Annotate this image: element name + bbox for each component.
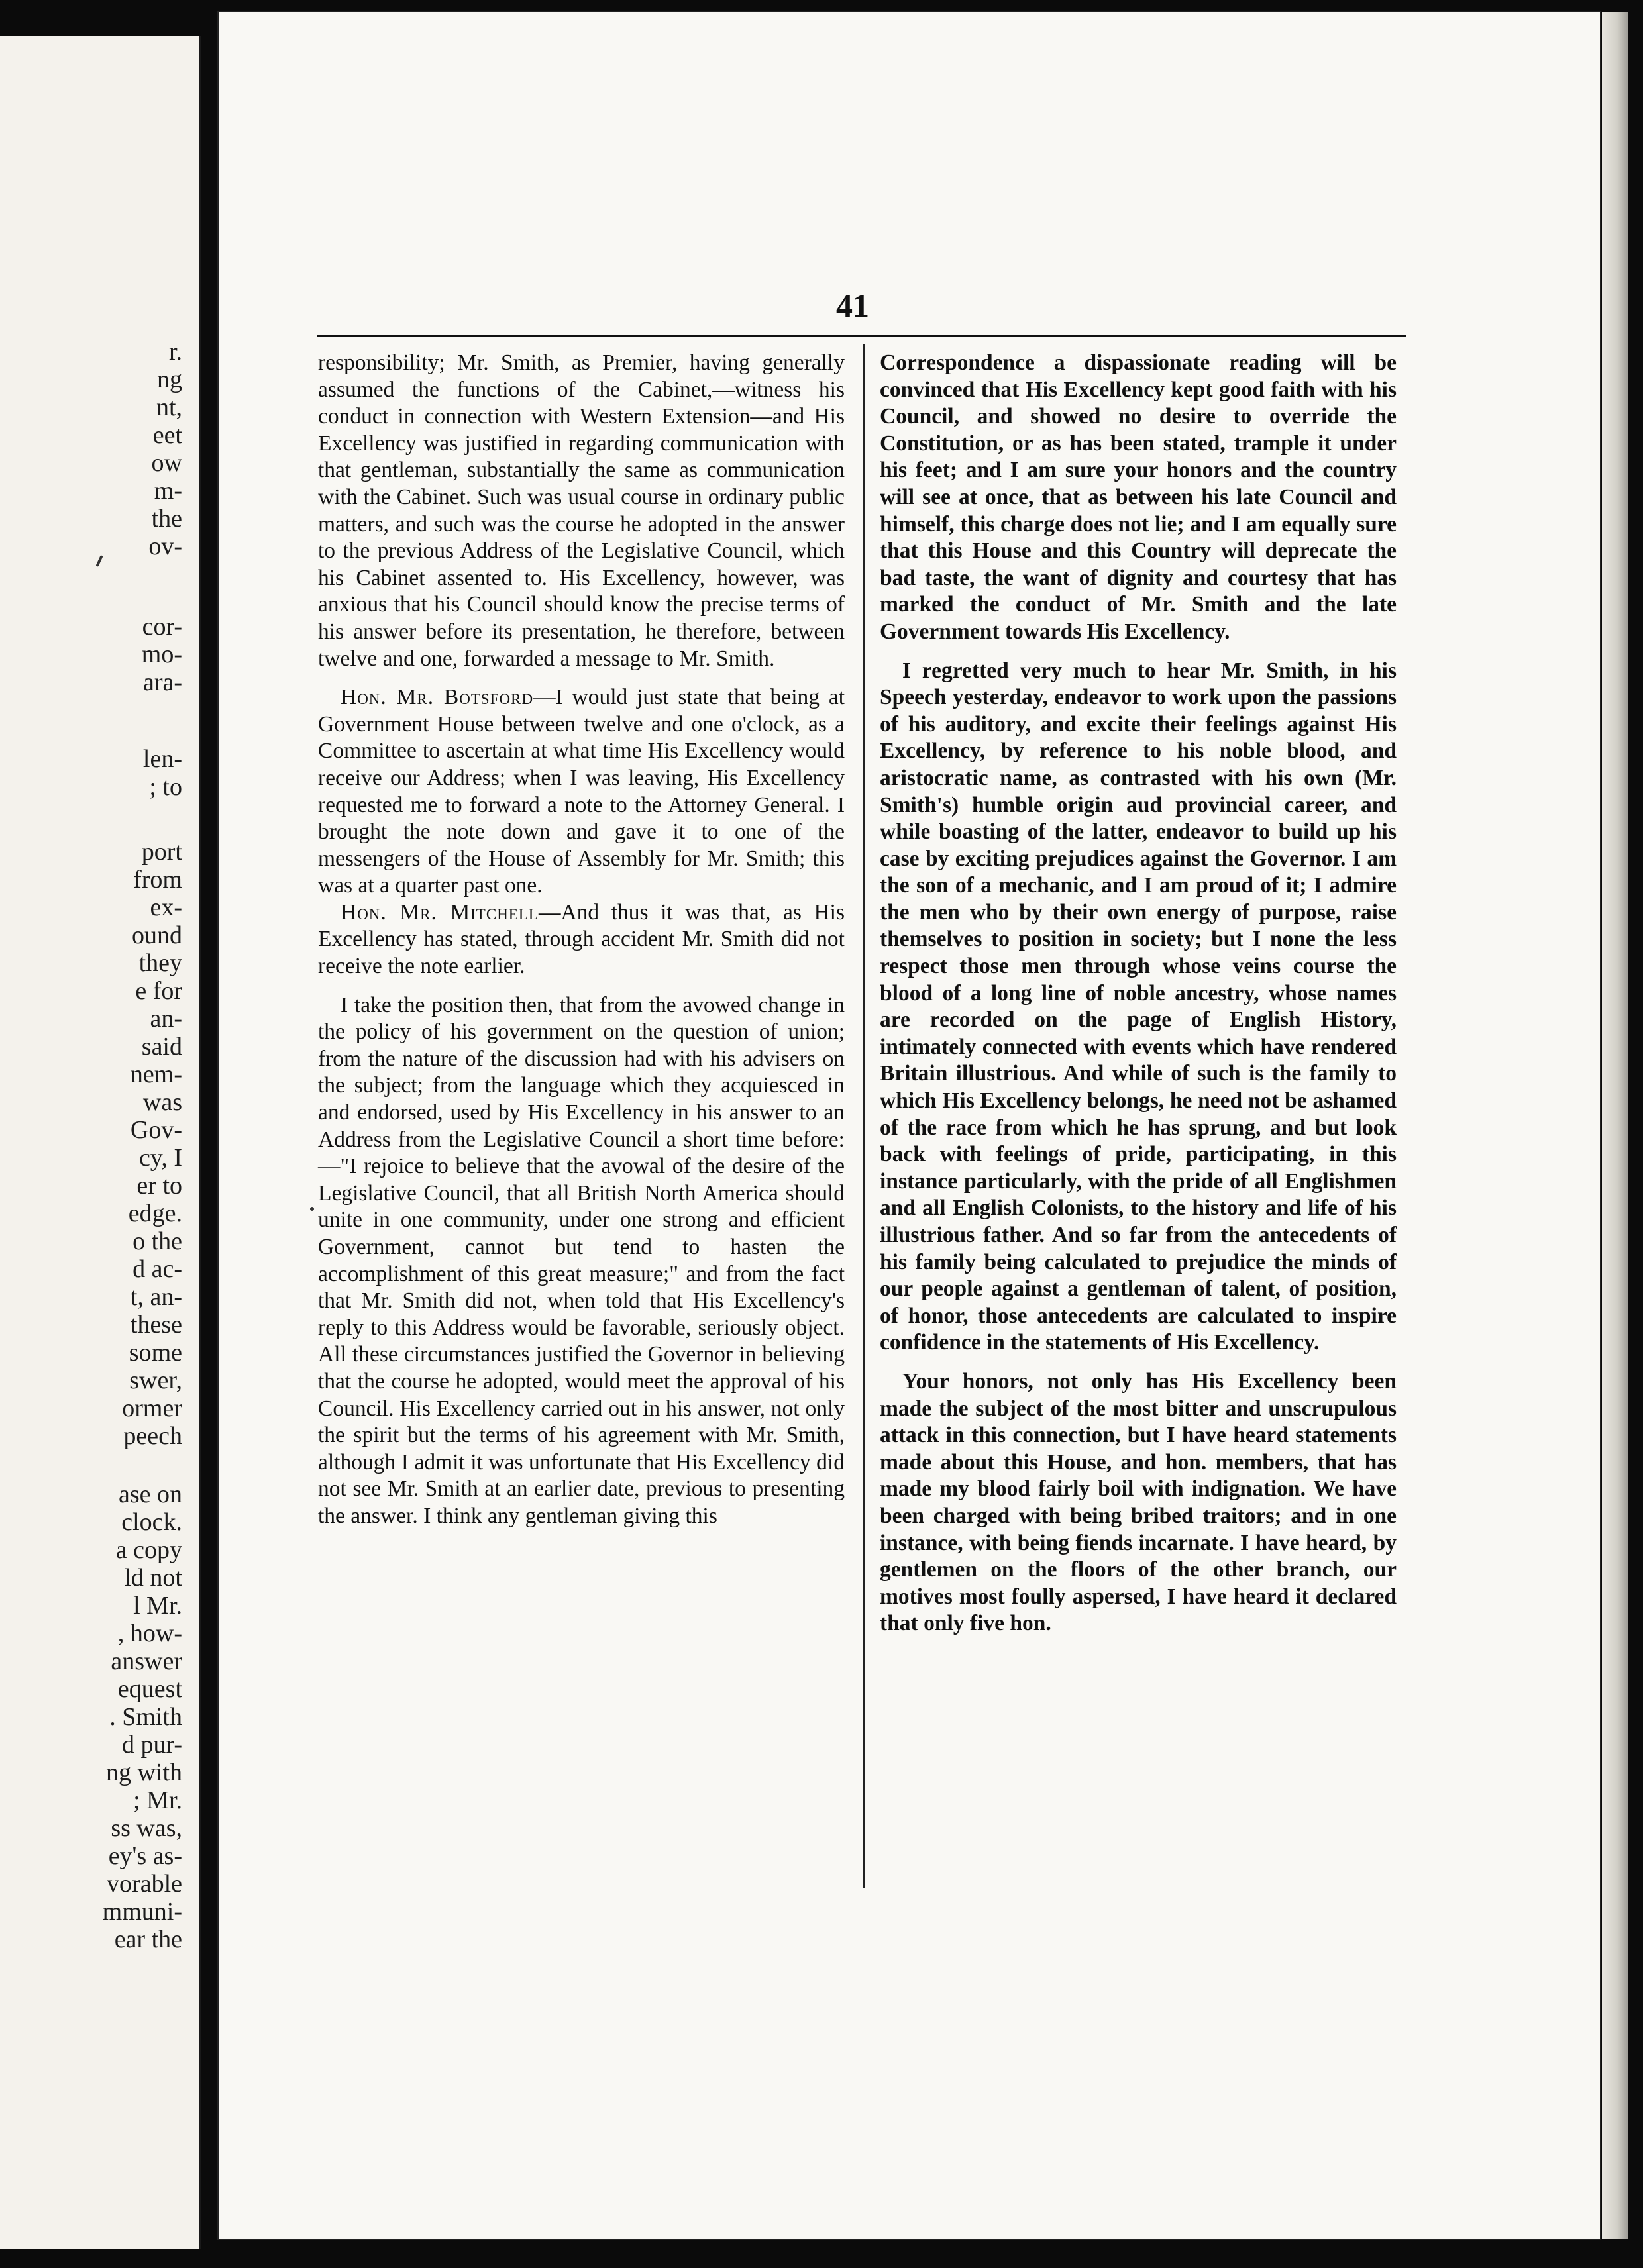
fragment-line: vorable — [107, 1870, 182, 1898]
paragraph: responsibility; Mr. Smith, as Premier, having generally assumed the functions of the Cabinet,—witness his conduct in connection with Western Extension—and His Excellency was justified in regarding communication with that gentleman, substantially the same as communication with the Cabinet. Such was usual course in ordinary public matters, and such was the course he adopted in the answer to the previous Address of the Legislative Council, which his Cabinet assented to. His Excellency, however, was anxious that his Council should know the precise terms of his answer before its presentation, he therefore, between twelve and one, forwarded a message to Mr. Smith. — [318, 350, 845, 671]
fragment-line: from — [133, 866, 182, 894]
fragment-line: the — [151, 505, 182, 533]
fragment-line: cy, I — [138, 1144, 182, 1172]
fragment-line: said — [141, 1033, 182, 1060]
fragment-line: ng — [157, 366, 182, 393]
fragment-line: Gov- — [130, 1116, 182, 1144]
fragment-line: ear the — [114, 1926, 182, 1953]
left-column — [318, 350, 845, 1530]
fragment-line: ss was, — [111, 1814, 182, 1842]
fragment-line: ; to — [149, 773, 182, 801]
paragraph: Correspondence a dispassionate reading will be convinced that His Excellency kept good faith with his Council, and showed no desire to override the Constitution, or as has been stated, trample it under his feet; and I am sure your honors and the country will see at once, that as between his late Council and himself, this charge does not lie; and I am equally sure that this House and this Country will deprecate the bad taste, the want of dignity and courtesy that has marked the conduct of Mr. Smith and the late Government towards His Excellency. — [880, 350, 1397, 644]
fragment-line: clock. — [121, 1508, 182, 1536]
fragment-line: peech — [123, 1422, 182, 1450]
fragment-line: mmuni- — [102, 1898, 182, 1926]
speaker-name: Hon. Mr. Mitchell — [341, 900, 539, 925]
fragment-line: r. — [168, 338, 182, 366]
fragment-line: er to — [136, 1172, 182, 1200]
paragraph-text: —And thus it was that, as His Excellency has stated, through accident Mr. Smith did not receive the note earlier. — [318, 900, 845, 979]
fragment-line: cor- — [142, 613, 182, 641]
fragment-line: ; Mr. — [133, 1786, 182, 1814]
fragment-line: d ac- — [132, 1255, 182, 1283]
paragraph-text: —I would just state that being at Government House between twelve and one o'clock, as a Committee to ascertain at what time His Excellency would receive our Address; when I was leaving, His Excellency requested me to forward a note to the Attorney General. I brought the note down and gave it to one of the messengers of the House of Assembly for Mr. Smith; this was at a quarter past one. — [318, 685, 845, 898]
fragment-line: . Smith — [109, 1703, 182, 1731]
fragment-line: m- — [154, 477, 182, 505]
paragraph — [318, 900, 845, 980]
fragment-line: nem- — [130, 1060, 182, 1088]
fragment-line: a copy — [115, 1536, 182, 1564]
fragment-line: these — [130, 1311, 182, 1339]
fragment-line: eet — [152, 421, 182, 449]
fragment-line: ov- — [148, 533, 182, 560]
right-column — [880, 350, 1397, 1637]
fragment-line: some — [129, 1339, 182, 1366]
fragment-line: ase on — [118, 1480, 182, 1508]
column-divider — [863, 344, 865, 1888]
fragment-line: equest — [117, 1675, 182, 1703]
fragment-line: ow — [151, 449, 182, 477]
paragraph: I regretted very much to hear Mr. Smith, in his Speech yesterday, endeavor to work upon the passions of his auditory, and excite their feelings against His Excellency, by reference to his noble blood, and aristocratic name, as contrasted with his own (Mr. Smith's) humble origin aud provincial career, and while boasting of the latter, endeavor to build up his case by exciting prejudices against the Governor. I am the son of a mechanic, and I am proud of it; I admire the men who by their own energy of purpose, raise themselves to position in society; but I none the less respect those men through whose veins course the blood of a long line of noble ancestry, whose names are recorded on the page of English History, intimately connected with events which have rendered Britain illustrious. And while of such is the family to which His Excellency belongs, he need not be ashamed of the race from which he has sprung, and but look back with feelings of pride, participating, in this instance particularly, with the pride of all Englishmen and all English Colonists, to the history and life of his illustrious father. And so far from the antecedents of his family being calculated to prejudice the minds of our people against a gentleman of talent, of position, of honor, those antecedents are calculated to inspire confidence in the statements of His Excellency. — [880, 658, 1397, 1355]
fragment-line: edge. — [128, 1200, 182, 1227]
fragment-line: ey's as- — [108, 1842, 182, 1870]
fragment-line: was — [142, 1088, 182, 1116]
page-number: 41 — [836, 287, 869, 324]
fragment-line: ld not — [124, 1564, 182, 1592]
fragment-line: mo- — [141, 641, 182, 668]
fragment-line: , how- — [117, 1620, 182, 1647]
fragment-line: ex- — [150, 894, 182, 921]
speaker-name: Hon. Mr. Botsford — [341, 685, 534, 710]
fragment-line: e for — [135, 977, 182, 1005]
previous-page-fragment — [0, 36, 201, 2249]
fragment-line: nt, — [156, 393, 182, 421]
fragment-line: port — [141, 838, 182, 866]
paragraph — [318, 684, 845, 900]
paragraph: I take the position then, that from the avowed change in the policy of his government on the question of union; from the nature of the discussion had with his advisers on the subject; from the language which they acquiesced in and endorsed, used by His Excellency in his answer to an Address from the Legislative Council a short time before:—"I rejoice to believe that the avowal of the desire of the Legislative Council, that all British North America should unite in one community, under one strong and efficient Government, cannot but tend to hasten the accomplishment of this great measure;" and from the fact that Mr. Smith did not, when told that His Excellency's reply to this Address would be favorable, seriously object. All these circumstances justified the Governor in believing that the course he adopted, would meet the approval of his Council. His Excellency carried out in his answer, not only the spirit but the terms of his agreement with Mr. Smith, although I admit it was unfortunate that His Excellency did not see Mr. Smith at an earlier date, previous to presenting the answer. I think any gentleman giving this — [318, 992, 845, 1528]
fragment-line: ng with — [105, 1759, 182, 1786]
fragment-line: swer, — [129, 1366, 182, 1394]
fragment-line: ara- — [142, 668, 182, 696]
fragment-line: ound — [132, 921, 182, 949]
fragment-line: len- — [142, 745, 182, 773]
fragment-line: l Mr. — [133, 1592, 182, 1620]
fragment-line: o the — [132, 1227, 182, 1255]
fragment-line: t, an- — [130, 1283, 182, 1311]
paragraph: Your honors, not only has His Excellency been made the subject of the most bitter and unscrupulous attack in this connection, but I have heard statements made about this House, and hon. members, that has made my blood fairly boil with indignation. We have been charged with being bribed traitors; and in one instance, with being fiends incarnate. I have heard, by gentlemen on the floors of the other branch, our motives most foully aspersed, I have heard it declared that only five hon. — [880, 1368, 1397, 1636]
fragment-line: d pur- — [121, 1731, 182, 1759]
fragment-line: ormer — [122, 1394, 182, 1422]
fragment-line: answer — [111, 1647, 182, 1675]
print-speck — [310, 1207, 314, 1211]
page-edge — [1602, 12, 1628, 2239]
fragment-line: they — [138, 949, 182, 977]
header-rule — [317, 335, 1406, 337]
fragment-line: an- — [150, 1005, 182, 1033]
